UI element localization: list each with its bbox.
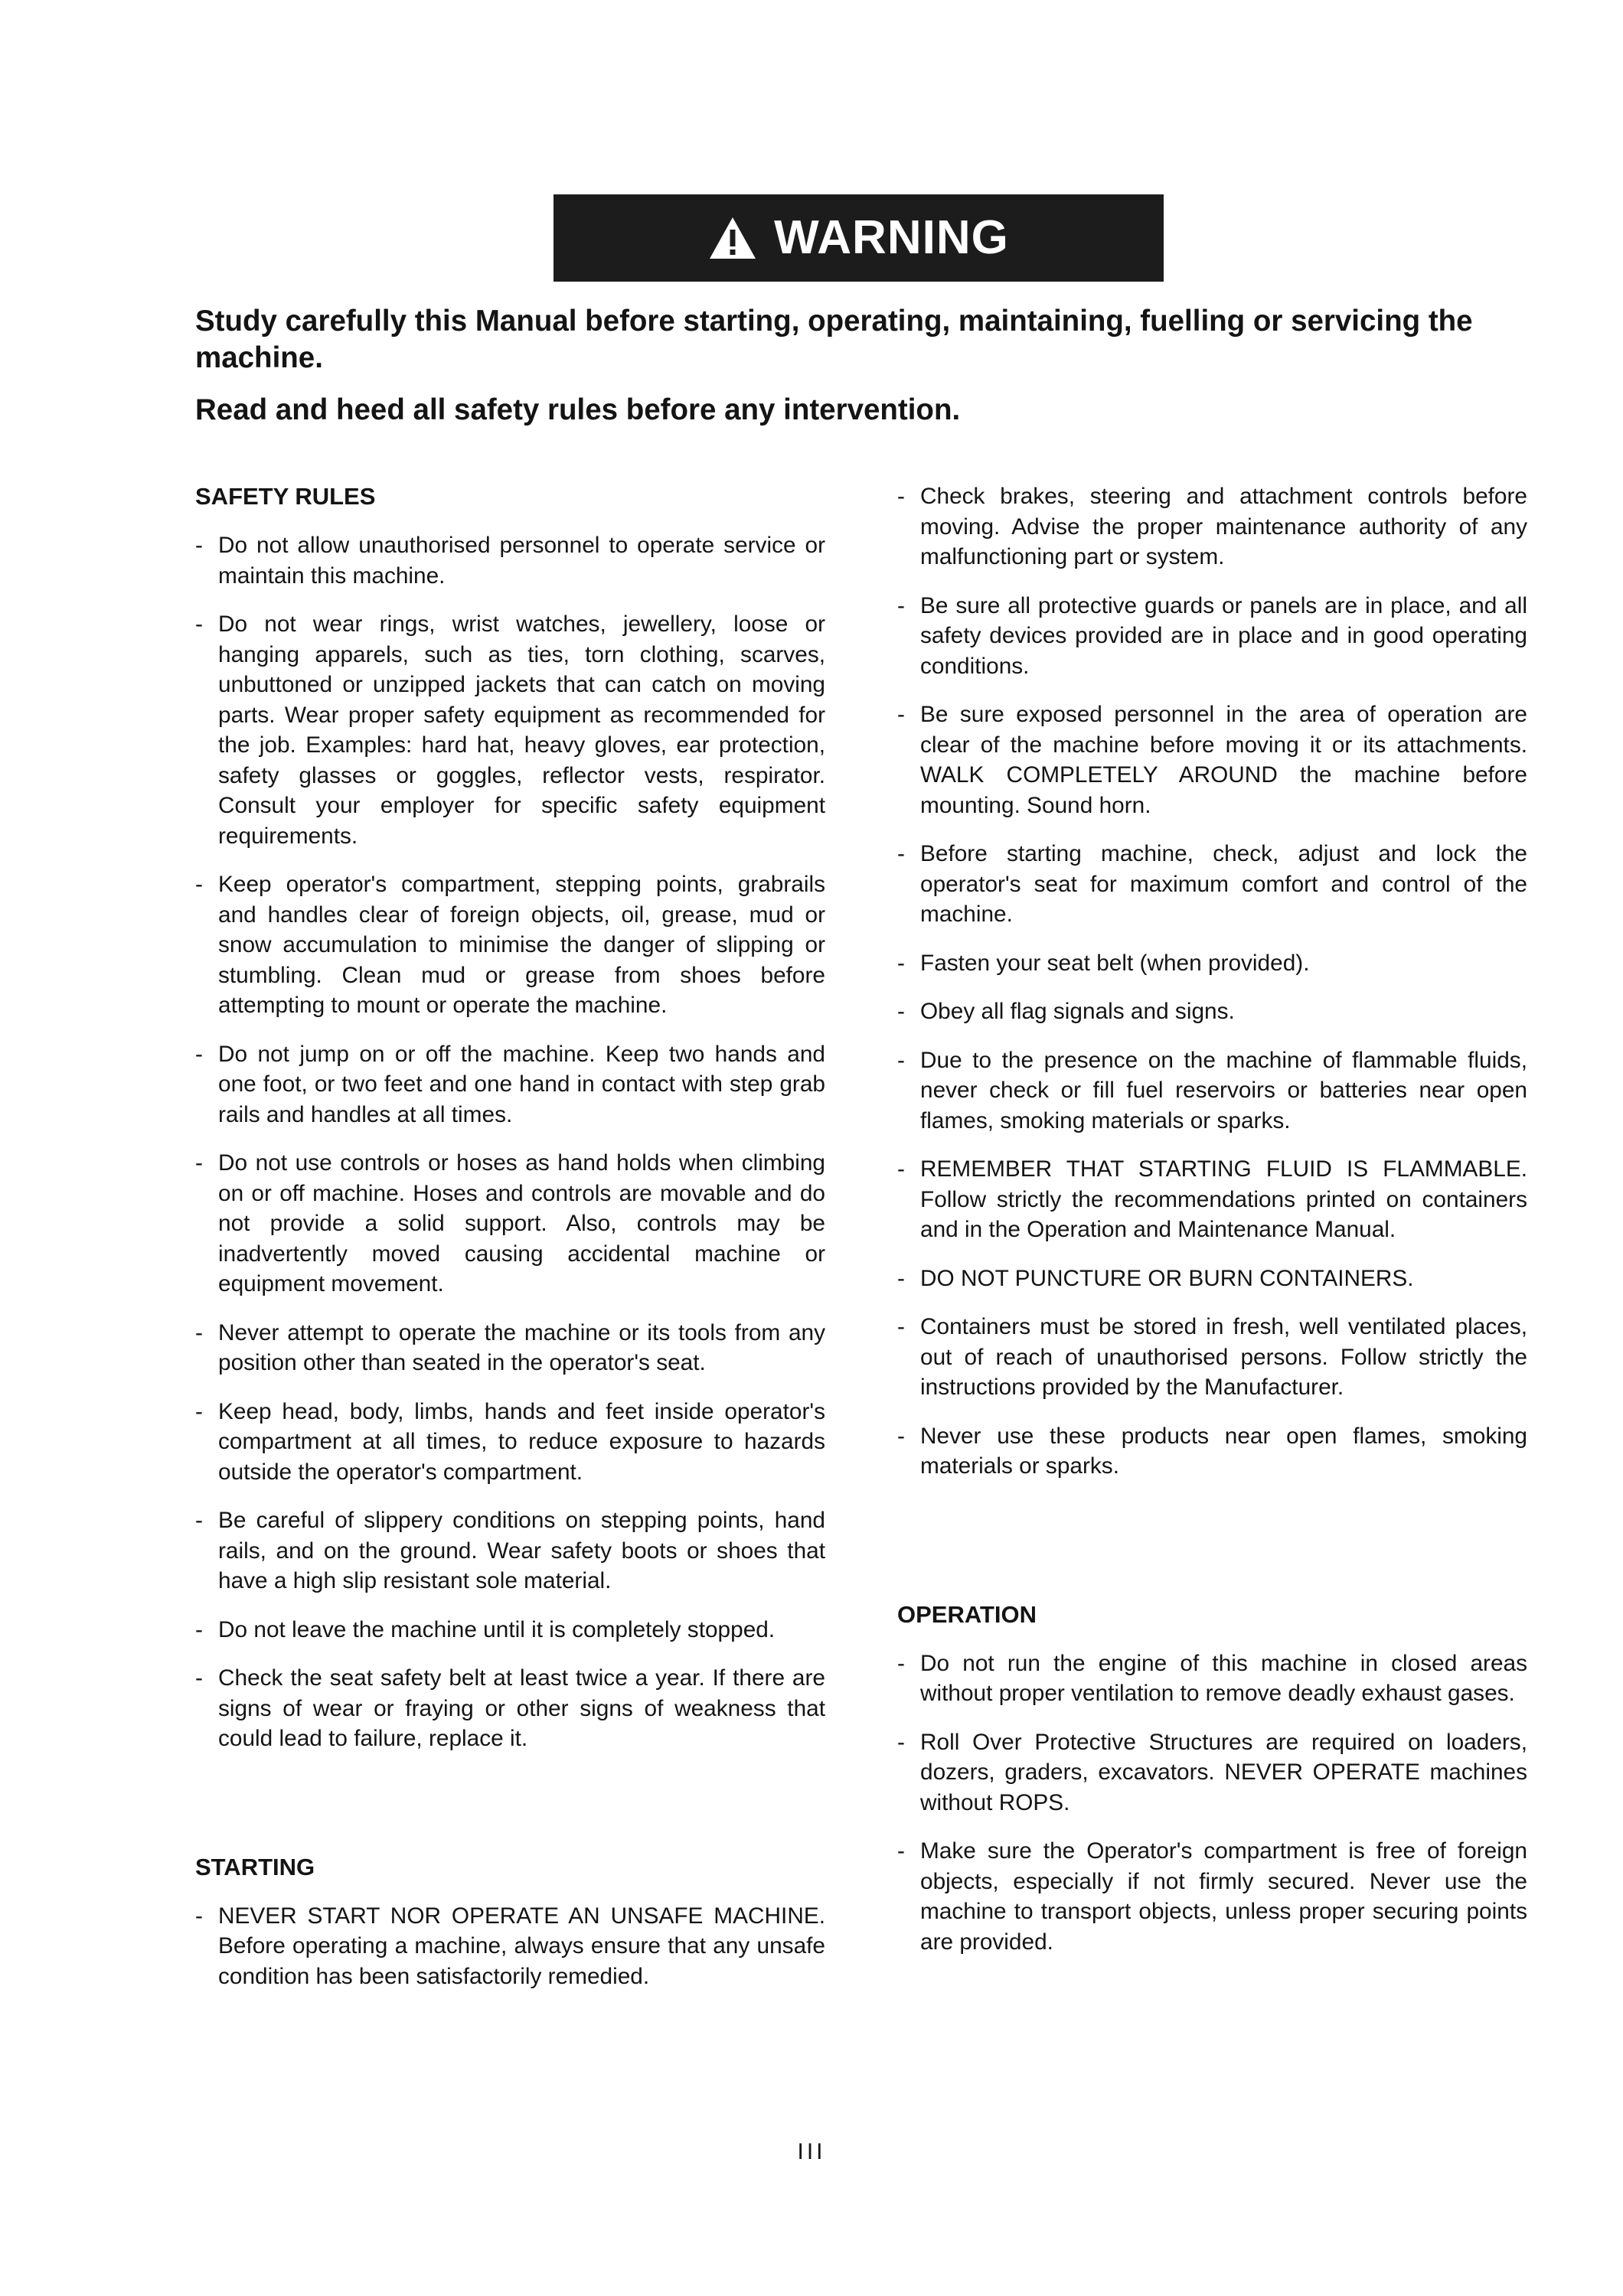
list-item: - Containers must be stored in fresh, well ventilated places, out of reach of unauthorised persons. Follow strictly the instructions provided by the Manufacturer. [897,1312,1527,1403]
list-item: - Due to the presence on the machine of flammable fluids, never check or fill fuel reservoirs or batteries near open flames, smoking materials or sparks. [897,1045,1527,1137]
warning-banner [554,194,1164,282]
intro-notice [195,303,1527,429]
starting-heading: STARTING [195,1853,315,1880]
list-item: - Never use these products near open flames, smoking materials or sparks. [897,1421,1527,1482]
list-item: - Do not jump on or off the machine. Keep two hands and one foot, or two feet and one hand in contact with step grab rails and handles at all times. [195,1039,825,1130]
warning-title: WARNING [774,211,1009,264]
list-item: - Be sure exposed personnel in the area of operation are clear of the machine before moving it or its attachments. WALK COMPLETELY AROUND the machine before mounting. Sound horn. [897,700,1527,820]
safety-rules-list [195,530,825,1754]
warning-triangle-icon [708,216,757,260]
list-item: - Check the seat safety belt at least twice a year. If there are signs of wear or fraying or other signs of weakness that could lead to failure, replace it. [195,1663,825,1754]
list-item: - Do not run the engine of this machine in closed areas without proper ventilation to remove deadly exhaust gases. [897,1649,1527,1709]
list-item: - REMEMBER THAT STARTING FLUID IS FLAMMABLE. Follow strictly the recommendations printed on containers and in the Operation and Maintenance Manual. [897,1154,1527,1245]
list-item: - Be careful of slippery conditions on stepping points, hand rails, and on the ground. Wear safety boots or shoes that have a high slip resistant sole material. [195,1505,825,1596]
intro-line-2: Read and heed all safety rules before any intervention. [195,393,961,426]
intro-line-1: Study carefully this Manual before starting, operating, maintaining, fuelling or servicing the machine. [195,305,1473,374]
left-column [195,481,825,2010]
list-item: - Do not allow unauthorised personnel to operate service or maintain this machine. [195,530,825,591]
list-item: - Fasten your seat belt (when provided). [897,948,1527,979]
list-item: - Do not leave the machine until it is completely stopped. [195,1615,825,1645]
list-item: - Never attempt to operate the machine or its tools from any position other than seated in the operator's seat. [195,1318,825,1378]
starting-list-continued [897,481,1527,1482]
list-item: - Roll Over Protective Structures are required on loaders, dozers, graders, excavators. NEVER OPERATE machines without ROPS. [897,1727,1527,1818]
list-item: - NEVER START NOR OPERATE AN UNSAFE MACHINE. Before operating a machine, always ensure that any unsafe condition has been satisfactorily remedied. [195,1901,825,1992]
safety-rules-heading: SAFETY RULES [195,483,376,510]
right-column [897,481,1527,1975]
list-item: - Before starting machine, check, adjust and lock the operator's seat for maximum comfort and control of the machine. [897,839,1527,930]
list-item: - Check brakes, steering and attachment controls before moving. Advise the proper maintenance authority of any malfunctioning part or system. [897,481,1527,572]
operation-list [897,1649,1527,1958]
list-item: - Keep head, body, limbs, hands and feet inside operator's compartment at all times, to reduce exposure to hazards outside the operator's compartment. [195,1397,825,1488]
list-item: - DO NOT PUNCTURE OR BURN CONTAINERS. [897,1264,1527,1294]
page-number: III [797,2139,826,2164]
list-item: - Obey all flag signals and signs. [897,996,1527,1027]
list-item: - Keep operator's compartment, stepping points, grabrails and handles clear of foreign objects, oil, grease, mud or snow accumulation to minimise the danger of slipping or stumbling. Clean mud or grease from shoes before attempting to mount or operate the machine. [195,869,825,1021]
list-item: - Be sure all protective guards or panels are in place, and all safety devices provided are in place and in good operating conditions. [897,591,1527,682]
list-item: - Do not wear rings, wrist watches, jewellery, loose or hanging apparels, such as ties, torn clothing, scarves, unbuttoned or unzipped jackets that can catch on moving parts. Wear proper safety equipment as recommended for the job. Examples: hard hat, heavy gloves, ear protection, safety glasses or goggles, reflector vests, respirator. Consult your employer for specific safety equipment requirements. [195,609,825,851]
operation-heading: OPERATION [897,1600,1037,1628]
list-item: - Make sure the Operator's compartment is free of foreign objects, especially if not firmly secured. Never use the machine to transport objects, unless proper securing points are provided. [897,1836,1527,1957]
list-item: - Do not use controls or hoses as hand holds when climbing on or off machine. Hoses and controls are movable and do not provide a solid support. Also, controls may be inadvertently moved causing accidental machine or equipment movement. [195,1148,825,1300]
starting-list [195,1901,825,1992]
